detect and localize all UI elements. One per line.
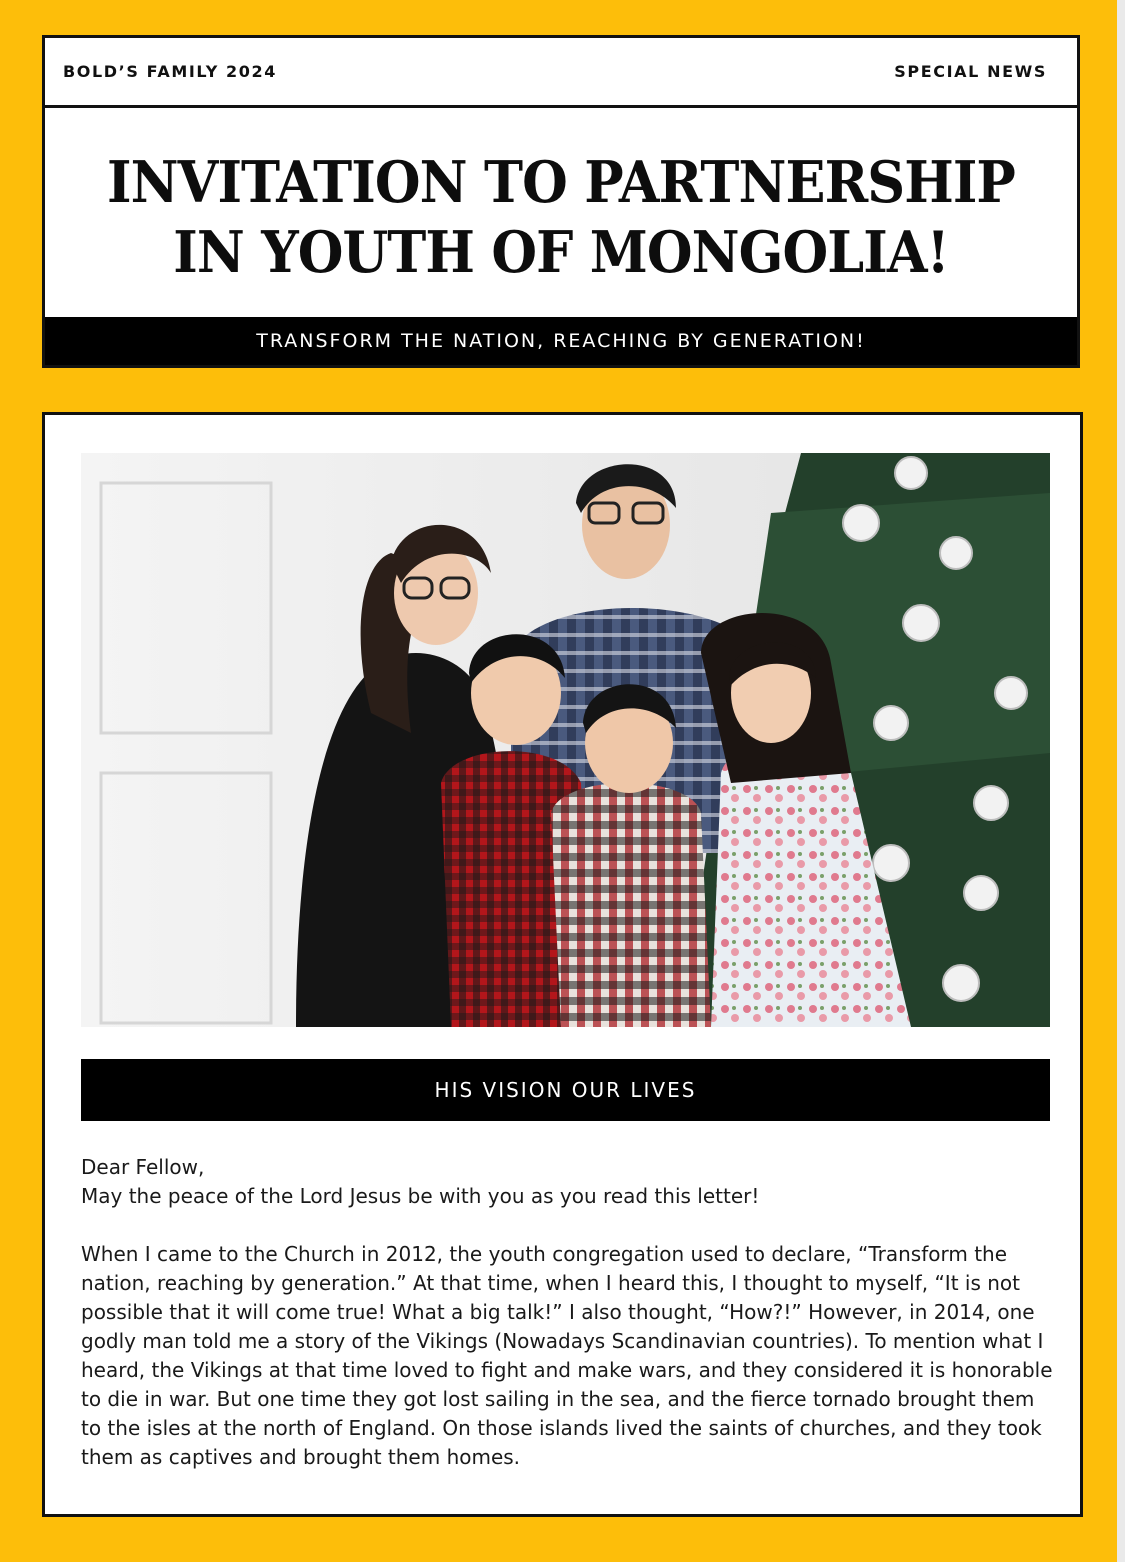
letter-paragraph: When I came to the Church in 2012, the youth congregation used to declare, “Transform the nation, reaching by generation.” At that time, when I heard this, I thought to myself, “It is not possible that it will come true! What a big talk!” I also thought, “How?!” However, in 2014, one godly man told me a story of the Vikings (Nowadays Scandinavian countries). To mention what I heard, the Vikings at that time loved to fight and make wars, and they considered it is honorable to die in war. But one time they got lost sailing in the sea, and the fierce tornado brought them to the isles at the north of England. On those islands lived the saints of churches, and they took them as captives and brought them homes. bbox=[81, 1242, 1053, 1469]
family-label: BOLD’S FAMILY 2024 bbox=[63, 62, 277, 81]
letter-body bbox=[81, 1153, 1056, 1472]
letter-greeting: Dear Fellow, bbox=[81, 1155, 205, 1179]
family-photo-illustration bbox=[81, 453, 1050, 1027]
content-card bbox=[42, 412, 1083, 1517]
tagline-bar: TRANSFORM THE NATION, REACHING BY GENERATION! bbox=[45, 317, 1077, 365]
headline: INVITATION TO PARTNERSHIP IN YOUTH OF MONGOLIA! bbox=[107, 149, 1015, 286]
paragraph-spacer bbox=[81, 1211, 1056, 1240]
letter-blessing: May the peace of the Lord Jesus be with you as you read this letter! bbox=[81, 1184, 760, 1208]
section-title-bar: HIS VISION OUR LIVES bbox=[81, 1059, 1050, 1121]
family-photo bbox=[81, 453, 1050, 1027]
newsletter-header bbox=[42, 35, 1080, 368]
masthead-bar bbox=[45, 38, 1077, 108]
page-edge bbox=[1117, 0, 1125, 1562]
special-news-label: SPECIAL NEWS bbox=[894, 62, 1047, 81]
